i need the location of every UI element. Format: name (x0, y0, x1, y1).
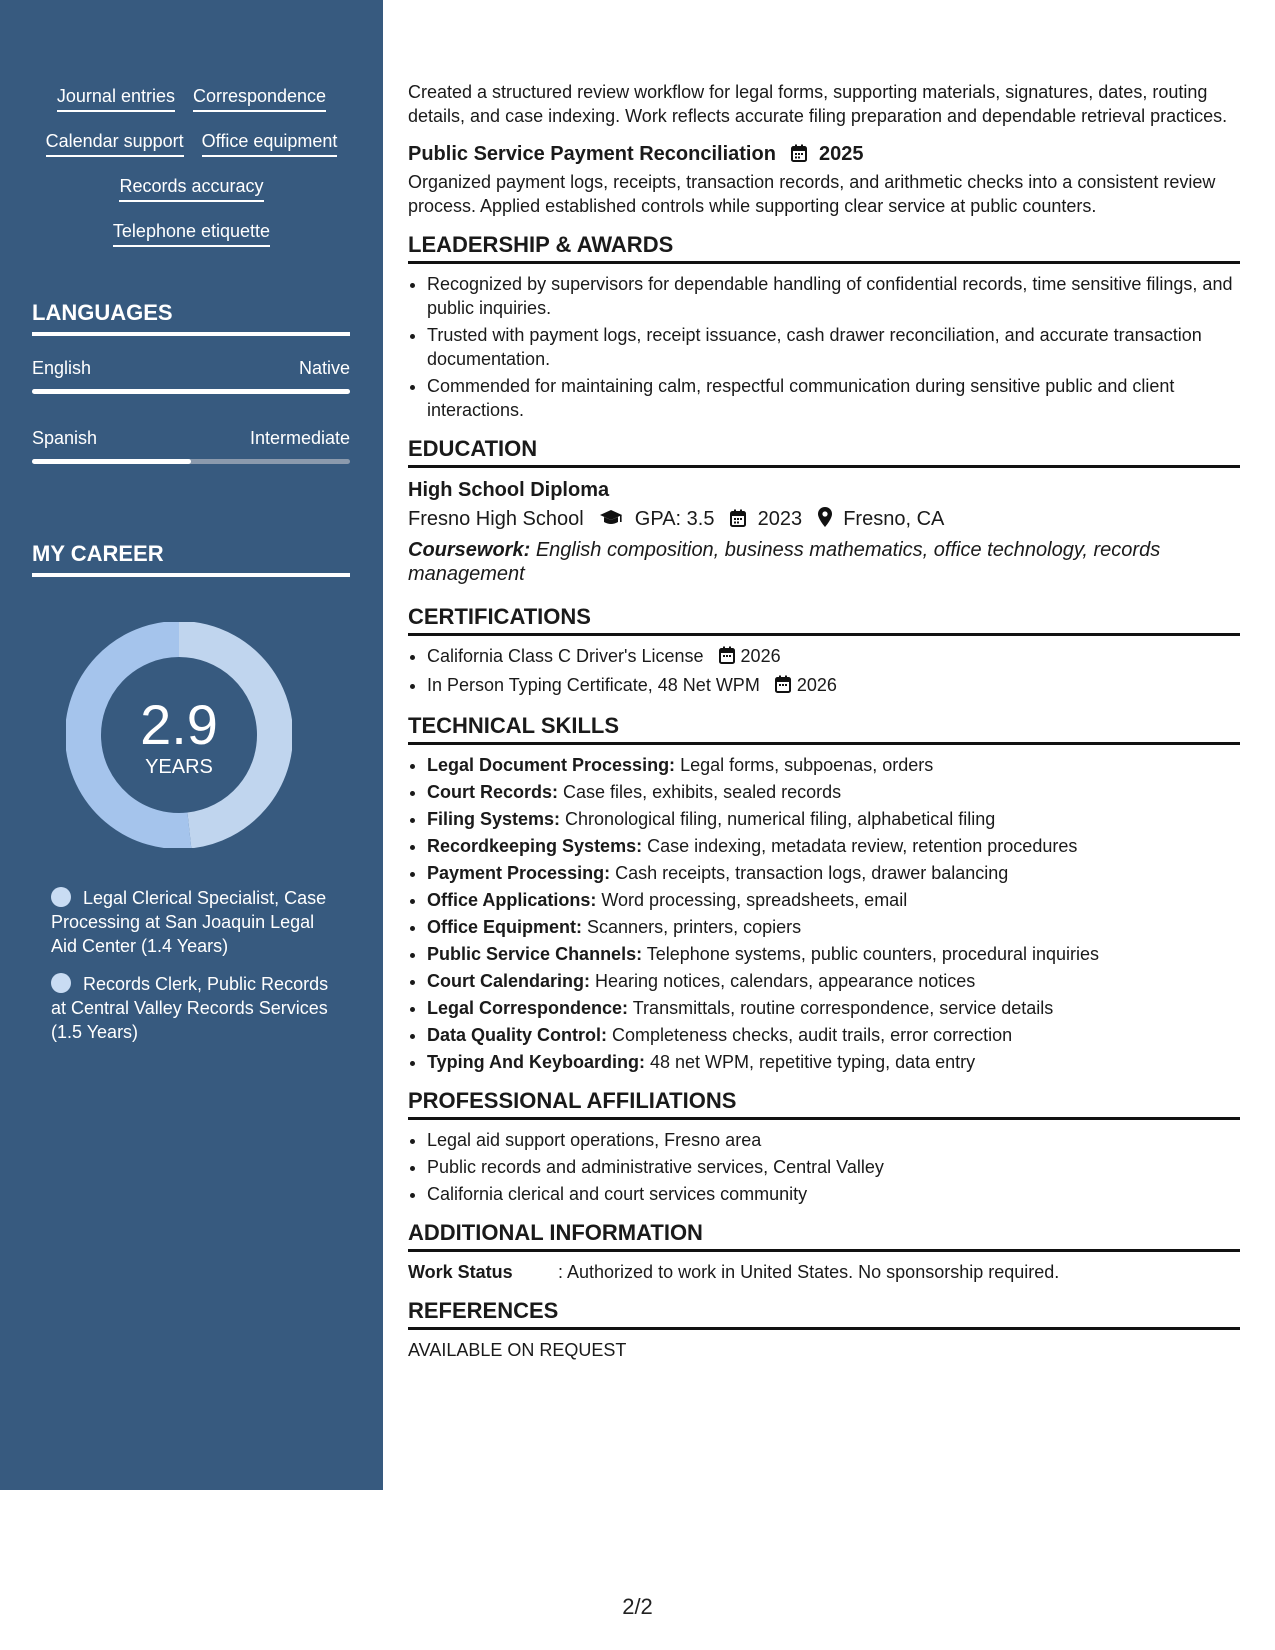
references-text: AVAILABLE ON REQUEST (408, 1340, 627, 1360)
skill-tag[interactable]: Correspondence (193, 84, 326, 112)
calendar-icon (719, 646, 735, 670)
project-heading (408, 140, 1240, 170)
language-level: Intermediate (249, 428, 350, 448)
certifications-list (408, 644, 1240, 699)
skill-value: Cash receipts, transaction logs, drawer balancing (615, 863, 1009, 883)
list-item: • Commended for maintaining calm, respectful communication during sensitive public and client interactions. (427, 374, 1240, 422)
certification-name: California Class C Driver's License (427, 646, 704, 666)
additional-value: : Authorized to work in United States. No sponsorship required. (558, 1262, 1060, 1282)
school-name: Fresno High School (408, 508, 584, 530)
skill-tag[interactable]: Office equipment (202, 129, 338, 157)
section-heading-certifications: CERTIFICATIONS (408, 604, 1240, 636)
calendar-icon (791, 142, 807, 170)
location-pin-icon (818, 506, 832, 536)
skill-value: 48 net WPM, repetitive typing, data entry (650, 1052, 976, 1072)
career-donut-chart (66, 622, 292, 848)
section-heading-additional: ADDITIONAL INFORMATION (408, 1220, 1240, 1252)
project-year: 2025 (819, 143, 864, 165)
skill-value: Case indexing, metadata review, retention procedures (647, 836, 1078, 856)
skill-value: Legal forms, subpoenas, orders (680, 755, 934, 775)
list-item (427, 807, 1240, 831)
skill-value: Completeness checks, audit trails, error correction (612, 1025, 1013, 1045)
list-item: • Legal aid support operations, Fresno area (427, 1128, 1240, 1152)
career-heading: MY CAREER (32, 541, 350, 577)
skill-label: Office Applications: (427, 890, 597, 910)
list-item: • Public records and administrative services, Central Valley (427, 1155, 1240, 1179)
section-heading-affiliations: PROFESSIONAL AFFILIATIONS (408, 1088, 1240, 1120)
calendar-icon (730, 506, 746, 536)
project-title: Public Service Payment Reconciliation (408, 143, 776, 165)
skill-label: Office Equipment: (427, 917, 583, 937)
skill-value: Scanners, printers, copiers (587, 917, 802, 937)
language-bar-fill (32, 389, 350, 394)
degree-title: High School Diploma (408, 479, 610, 501)
career-item (51, 972, 331, 1044)
skill-tag[interactable]: Records accuracy (119, 174, 263, 202)
skill-label: Recordkeeping Systems: (427, 836, 643, 856)
list-item (427, 996, 1240, 1020)
list-item (427, 888, 1240, 912)
calendar-icon (775, 675, 791, 699)
career-item-text: Legal Clerical Specialist, Case Processing at San Joaquin Legal Aid Center (1.4 Years) (51, 888, 327, 956)
list-item: • Trusted with payment logs, receipt issuance, cash drawer reconciliation, and accurate transaction documentation. (427, 323, 1240, 371)
skill-label: Court Calendaring: (427, 971, 591, 991)
skill-label: Public Service Channels: (427, 944, 643, 964)
language-bar-fill (32, 459, 191, 464)
section-heading-leadership: LEADERSHIP & AWARDS (408, 232, 1240, 264)
graduation-year: 2023 (757, 508, 803, 530)
language-spanish (32, 428, 350, 464)
page-number: 2/2 (622, 1594, 653, 1619)
language-bar (32, 459, 350, 464)
skill-value: Case files, exhibits, sealed records (563, 782, 842, 802)
skill-tags (20, 84, 363, 264)
section-heading-references: REFERENCES (408, 1298, 1240, 1330)
skill-value: Word processing, spreadsheets, email (601, 890, 908, 910)
career-years-label: YEARS (145, 756, 213, 778)
list-item (427, 969, 1240, 993)
languages-heading: LANGUAGES (32, 300, 350, 336)
language-name: English (32, 358, 92, 378)
list-item (427, 1023, 1240, 1047)
leadership-list (408, 272, 1240, 422)
language-level: Native (298, 358, 350, 378)
section-heading-technical-skills: TECHNICAL SKILLS (408, 713, 1240, 745)
main-content (408, 80, 1240, 1362)
list-item (427, 861, 1240, 885)
coursework (408, 538, 1240, 586)
certification-name: In Person Typing Certificate, 48 Net WPM (427, 675, 760, 695)
list-item: • Recognized by supervisors for dependable handling of confidential records, time sensitive filings, and public inquiries. (427, 272, 1240, 320)
list-item (427, 834, 1240, 858)
technical-skills-list (408, 753, 1240, 1074)
skill-value: Hearing notices, calendars, appearance notices (595, 971, 976, 991)
affiliations-list (408, 1128, 1240, 1206)
skill-label: Legal Document Processing: (427, 755, 676, 775)
list-item (427, 915, 1240, 939)
skill-value: Telephone systems, public counters, procedural inquiries (646, 944, 1100, 964)
gpa: GPA: 3.5 (634, 508, 715, 530)
legend-dot-icon (51, 973, 71, 993)
skill-label: Payment Processing: (427, 863, 611, 883)
coursework-text: English composition, business mathematics, office technology, records management (408, 539, 1161, 585)
additional-label: Work Status (408, 1262, 513, 1282)
skill-tag[interactable]: Journal entries (57, 84, 175, 112)
language-name: Spanish (32, 428, 98, 448)
skill-tag[interactable]: Telephone etiquette (113, 219, 270, 247)
list-item (427, 673, 1240, 699)
section-heading-education: EDUCATION (408, 436, 1240, 468)
legend-dot-icon (51, 887, 71, 907)
career-item (51, 886, 331, 958)
education-meta (408, 504, 1240, 536)
additional-info-row (408, 1260, 1240, 1284)
project-description: Organized payment logs, receipts, transaction records, and arithmetic checks into a consistent review process. Applied established controls while supporting clear service at public counters. (408, 172, 1216, 216)
list-item (427, 780, 1240, 804)
project-description: Created a structured review workflow for legal forms, supporting materials, signatures, dates, routing details, and case indexing. Work reflects accurate filing preparation and dependable retrieval practices. (408, 82, 1228, 126)
career-item-text: Records Clerk, Public Records at Central Valley Records Services (1.5 Years) (51, 974, 329, 1042)
school-location: Fresno, CA (843, 508, 945, 530)
skill-label: Legal Correspondence: (427, 998, 629, 1018)
list-item (427, 644, 1240, 670)
graduation-cap-icon (599, 506, 623, 536)
coursework-label: Coursework: (408, 539, 531, 561)
language-english (32, 358, 350, 394)
skill-value: Chronological filing, numerical filing, alphabetical filing (565, 809, 996, 829)
career-total-years: 2.9 (140, 693, 218, 756)
skill-tag[interactable]: Calendar support (46, 129, 184, 157)
certification-year: 2026 (796, 675, 837, 695)
skill-label: Data Quality Control: (427, 1025, 608, 1045)
certification-year: 2026 (740, 646, 781, 666)
skill-label: Filing Systems: (427, 809, 561, 829)
list-item: • California clerical and court services community (427, 1182, 1240, 1206)
list-item (427, 942, 1240, 966)
list-item (427, 1050, 1240, 1074)
sidebar (0, 0, 383, 1490)
skill-label: Court Records: (427, 782, 559, 802)
skill-label: Typing And Keyboarding: (427, 1052, 645, 1072)
skill-value: Transmittals, routine correspondence, service details (632, 998, 1054, 1018)
language-bar (32, 389, 350, 394)
list-item (427, 753, 1240, 777)
